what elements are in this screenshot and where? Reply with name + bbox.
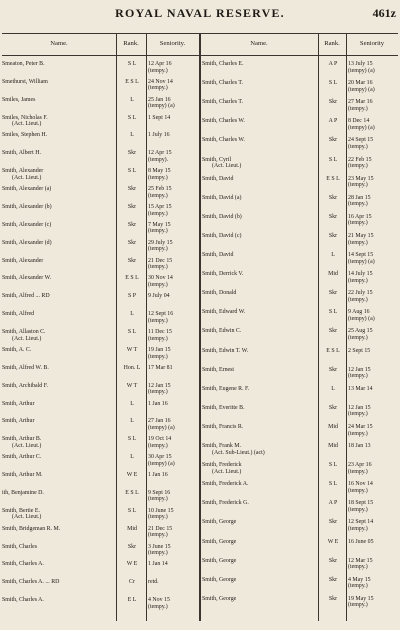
officer-name: Smith, Frank M. (Act. Sub-Lieut.) (act) (202, 443, 265, 456)
officer-name: Smith, Bertie E. (Act. Lieut.) (2, 507, 42, 521)
officer-name: Smith, Charles E. (202, 61, 244, 67)
officer-name: Smith, A. C. (2, 346, 32, 353)
officer-seniority: 12 Jan 15 (tempy.) (348, 366, 371, 380)
officer-seniority: 1 Jan 14 (148, 561, 168, 568)
officer-name: Smith, Ernest (202, 366, 235, 373)
officer-seniority: 19 May 15 (tempy.) (348, 595, 374, 609)
officer-rank: W E (126, 472, 138, 479)
officer-name: Smith, David (a) (202, 194, 242, 201)
officer-seniority: 2 Sept 15 (348, 347, 371, 354)
officer-seniority: 28 Jan 15 (tempy.) (348, 194, 371, 208)
officer-name: Smith, David (b) (202, 213, 242, 220)
officer-seniority: 20 Mar 16 (tempy) (a) (348, 80, 375, 93)
officer-seniority: 1 Jan 16 (148, 472, 168, 479)
officer-name: Smith, Alfred (2, 311, 35, 318)
officer-seniority: 13 Mar 14 (348, 385, 373, 392)
officer-rank: E S L (125, 275, 139, 282)
officer-rank: Skr (328, 232, 338, 239)
header-rank: Rank. (123, 40, 139, 47)
officer-rank: S L (127, 436, 137, 443)
officer-seniority: retd. (148, 579, 159, 586)
officer-name: Smith, Charles A. ... RD (2, 579, 60, 586)
officer-name: Smith, Charles W. (202, 137, 245, 144)
center-divider (199, 33, 201, 621)
officer-rank: Skr (328, 519, 338, 526)
officer-rank: Skr (127, 221, 137, 228)
officer-rank: A P (328, 118, 338, 125)
officer-name: Smith, Francis R. (202, 423, 244, 430)
column-divider (318, 33, 319, 621)
officer-rank: Skr (328, 99, 338, 106)
officer-name: Smith, Arthur (2, 418, 35, 425)
officer-rank: Mid (328, 423, 338, 430)
officer-name: Smiles, Stephen H. (2, 132, 48, 139)
officer-rank: E S L (125, 78, 139, 85)
officer-name: Smith, George (202, 595, 237, 602)
officer-rank: E S L (125, 489, 139, 496)
page-title: ROYAL NAVAL RESERVE. (115, 6, 285, 20)
officer-name: Smith, George (202, 519, 237, 526)
officer-rank: S L (127, 114, 137, 121)
page-number: 461z (372, 6, 396, 20)
officer-name: Smethurst, William (2, 78, 48, 85)
officer-seniority: 14 Sept 15 (tempy) (a) (348, 252, 375, 265)
officer-seniority: 3 June 15 (tempy.) (148, 543, 171, 557)
officer-seniority: 22 Feb 15 (tempy.) (348, 156, 372, 170)
officer-seniority: 12 Jan 15 (tempy.) (348, 404, 371, 418)
page-header (0, 6, 400, 22)
officer-name: Smiles, James (2, 96, 36, 103)
officer-rank: L (331, 252, 335, 259)
officer-name: Smith, Alexander (c) (2, 221, 52, 228)
officer-seniority: 19 Jan 15 (tempy.) (148, 346, 171, 360)
officer-name: Smith, Arthur C. (2, 454, 42, 461)
officer-seniority: 29 July 15 (tempy.) (148, 239, 173, 253)
officer-name: Smith, Charles T. (202, 80, 244, 87)
officer-seniority: 22 July 15 (tempy.) (348, 290, 373, 303)
officer-name: Smith, Charles A. (2, 561, 44, 568)
officer-rank: L (130, 400, 134, 407)
officer-rank: Skr (328, 576, 338, 583)
officer-seniority: 9 Aug 16 (tempy) (a) (348, 309, 375, 322)
officer-seniority: 4 Nov 15 (tempy.) (148, 597, 170, 610)
officer-rank: Skr (328, 328, 338, 335)
officer-name: Smith, Arthur B. (Act. Lieut.) (2, 436, 42, 449)
officer-name: Smith, Alexander (Act. Lieut.) (2, 168, 44, 181)
officer-rank: Hon. L (123, 364, 141, 371)
officer-rank: Mid (127, 525, 137, 532)
officer-name: Smith, Archibald F. (2, 382, 48, 389)
officer-rank: L (130, 132, 134, 139)
officer-name: Smith, Charles W. (202, 118, 245, 125)
officer-name: Smith, Alexander W. (2, 275, 52, 282)
officer-seniority: 16 Nov 14 (tempy.) (348, 481, 373, 494)
officer-name: Smith, Derrick V. (202, 271, 244, 278)
officer-seniority: 23 Apr 16 (tempy.) (348, 462, 372, 475)
officer-seniority: 1 July 16 (148, 132, 170, 139)
officer-rank: A P (328, 61, 338, 67)
officer-seniority: 12 Apr 15 (tempy). (148, 150, 172, 163)
officer-name: Smith, Bridgeman R. M. (2, 525, 61, 532)
officer-name: Smith, Edward W. (202, 309, 246, 316)
officer-name: Smith, Frederick A. (202, 481, 249, 488)
officer-name: Smith, Charles (2, 543, 38, 550)
officer-seniority: 21 Dec 15 (tempy.) (148, 257, 173, 271)
officer-seniority: 18 Sept 15 (tempy.) (348, 500, 374, 513)
officer-seniority: 19 Oct 14 (tempy.) (148, 436, 172, 449)
officer-name: Smith, Albert H. (2, 150, 41, 157)
officer-seniority: 12 Mar 15 (tempy.) (348, 557, 373, 571)
officer-rank: L (331, 385, 335, 392)
column-divider (346, 33, 347, 621)
officer-rank: Skr (328, 366, 338, 373)
officer-rank: S L (328, 481, 338, 488)
officer-seniority: 24 Sept 15 (tempy.) (348, 137, 374, 150)
officer-rank: L (130, 454, 134, 461)
officer-name: Smith, David (202, 252, 234, 259)
officer-name: Smith, George (202, 576, 237, 583)
officer-name: Smith, Alexander (2, 257, 44, 264)
officer-rank: S L (328, 156, 338, 163)
officer-name: Smith, Frederick G. (202, 500, 249, 507)
officer-name: Smith, Allaston C. (Act. Lieut.) (2, 329, 46, 342)
officer-seniority: 10 June 15 (tempy.) (148, 507, 174, 521)
officer-rank: Skr (328, 290, 338, 297)
officer-name: Smith, Alfred ... RD (2, 293, 50, 300)
officer-seniority: 8 Dec 14 (tempy) (a) (348, 118, 375, 131)
officer-seniority: 9 July 04 (148, 293, 170, 300)
officer-seniority: 27 Jan 16 (tempy) (a) (148, 418, 175, 431)
officer-rank: W T (126, 346, 138, 353)
officer-rank: Skr (328, 213, 338, 220)
header-name-right: Name. (250, 40, 268, 47)
officer-seniority: 25 Aug 15 (tempy.) (348, 328, 373, 342)
officer-seniority: 17 Mar 81 (148, 364, 173, 371)
officer-name: Smeaton, Peter B. (2, 61, 45, 67)
officer-rank: S L (127, 507, 137, 514)
officer-seniority: 21 May 15 (tempy.) (348, 232, 374, 246)
officer-rank: Cr (129, 579, 135, 586)
officer-rank: Skr (127, 239, 137, 246)
officer-seniority: 15 Apr 15 (tempy.) (148, 203, 172, 217)
officer-rank: S L (328, 80, 338, 87)
officer-seniority: 24 Mar 15 (tempy.) (348, 423, 373, 437)
officer-name: Smith, Alexander (d) (2, 239, 52, 246)
officer-rank: S L (127, 61, 137, 67)
officer-rank: Skr (127, 257, 137, 264)
officer-rank: Skr (127, 186, 137, 193)
officer-rank: Skr (328, 557, 338, 564)
officer-seniority: 30 Apr 15 (tempy) (a) (148, 454, 175, 467)
officer-seniority: 16 June 05 (348, 538, 374, 545)
officer-rank: Skr (127, 150, 137, 157)
officer-rank: Skr (127, 543, 137, 550)
column-divider (146, 33, 147, 621)
officer-rank: W E (126, 561, 138, 568)
officer-seniority: 24 Nov 14 (tempy.) (148, 78, 173, 92)
officer-name: ith, Benjamine D. (2, 489, 44, 496)
officer-name: Smith, Charles T. (202, 99, 244, 106)
officer-rank: Skr (328, 194, 338, 201)
officer-rank: Mid (328, 271, 338, 278)
officer-name: Smith, Frederick (Act. Lieut.) (202, 462, 242, 475)
officer-seniority: 12 Sept 16 (tempy.) (148, 311, 174, 324)
officer-name: Smith, David (c) (202, 232, 242, 239)
officer-seniority: 21 Dec 15 (tempy.) (148, 525, 173, 539)
officer-name: Smith, Everitte B. (202, 404, 245, 411)
officer-seniority: 13 July 15 (tempy) (a) (348, 61, 375, 74)
officer-rank: E L (127, 597, 137, 604)
officer-seniority: 27 Mar 16 (tempy.) (348, 99, 373, 112)
officer-name: Smith, Donald (202, 290, 237, 297)
officer-rank: Skr (328, 404, 338, 411)
officer-rank: W E (327, 538, 339, 545)
officer-rank: S P (127, 293, 137, 300)
officer-rank: E S L (326, 175, 340, 182)
officer-seniority: 14 July 15 (tempy.) (348, 271, 373, 284)
officer-rank: S L (127, 168, 137, 175)
officer-seniority: 12 Sept 14 (tempy.) (348, 519, 374, 533)
header-seniority: Seniority. (159, 40, 186, 47)
officer-rank: A P (328, 500, 338, 507)
officer-name: Smith, George (202, 538, 237, 545)
officer-rank: E S L (326, 347, 340, 354)
officer-name: Smith, David (202, 175, 234, 182)
officer-seniority: 4 May 15 (tempy.) (348, 576, 371, 590)
header-seniority-right: Seniority (359, 40, 385, 47)
officer-seniority: 7 May 15 (tempy.) (148, 221, 171, 235)
officer-seniority: 8 May 15 (tempy.) (148, 168, 171, 181)
officer-seniority: 25 Feb 15 (tempy.) (148, 186, 172, 199)
officer-rank: Mid (328, 443, 338, 450)
officer-rank: L (130, 96, 134, 103)
officer-name: Smith, Cyril (Act. Lieut.) (202, 156, 242, 170)
officer-seniority: 18 Jan 13 (348, 443, 371, 450)
officer-seniority: 11 Dec 15 (tempy.) (148, 329, 172, 342)
officer-rank: L (130, 418, 134, 425)
officer-name: Smith, George (202, 557, 237, 564)
officer-rank: L (130, 311, 134, 318)
officer-seniority: 1 Jan 16 (148, 400, 168, 407)
header-name: Name. (50, 40, 68, 47)
officer-name: Smith, Alexander (a) (2, 186, 52, 193)
column-divider (116, 33, 117, 621)
navy-list-table (2, 33, 398, 621)
officer-seniority: 30 Nov 14 (tempy.) (148, 275, 173, 289)
officer-name: Smith, Arthur (2, 400, 35, 407)
officer-name: Smith, Charles A. (2, 597, 44, 604)
officer-rank: S L (328, 462, 338, 469)
officer-seniority: 1 Sept 14 (148, 114, 171, 121)
officer-name: Smiles, Nicholas F. (Act. Lieut.) (2, 114, 48, 128)
officer-name: Smith, Alexander (b) (2, 203, 52, 210)
officer-name: Smith, Eugene R. F. (202, 385, 250, 392)
officer-rank: S L (328, 309, 338, 316)
officer-seniority: 23 May 15 (tempy.) (348, 175, 374, 189)
officer-name: Smith, Edwin T. W. (202, 347, 249, 354)
header-rank-right: Rank. (324, 40, 340, 47)
officer-seniority: 25 Jan 16 (tempy) (a) (148, 96, 175, 110)
officer-name: Smith, Edwin C. (202, 328, 242, 335)
officer-seniority: 9 Sept 16 (tempy.) (148, 489, 171, 503)
officer-seniority: 12 Jan 15 (tempy.) (148, 382, 171, 396)
officer-rank: Skr (127, 203, 137, 210)
officer-rank: W T (126, 382, 138, 389)
officer-seniority: 12 Apr 16 (tempy.) (148, 61, 172, 74)
officer-name: Smith, Arthur M. (2, 472, 43, 479)
officer-rank: Skr (328, 595, 338, 602)
officer-rank: S L (127, 329, 137, 336)
officer-rank: Skr (328, 137, 338, 144)
officer-seniority: 16 Apr 15 (tempy.) (348, 213, 372, 227)
officer-name: Smith, Alfred W. B. (2, 364, 49, 371)
